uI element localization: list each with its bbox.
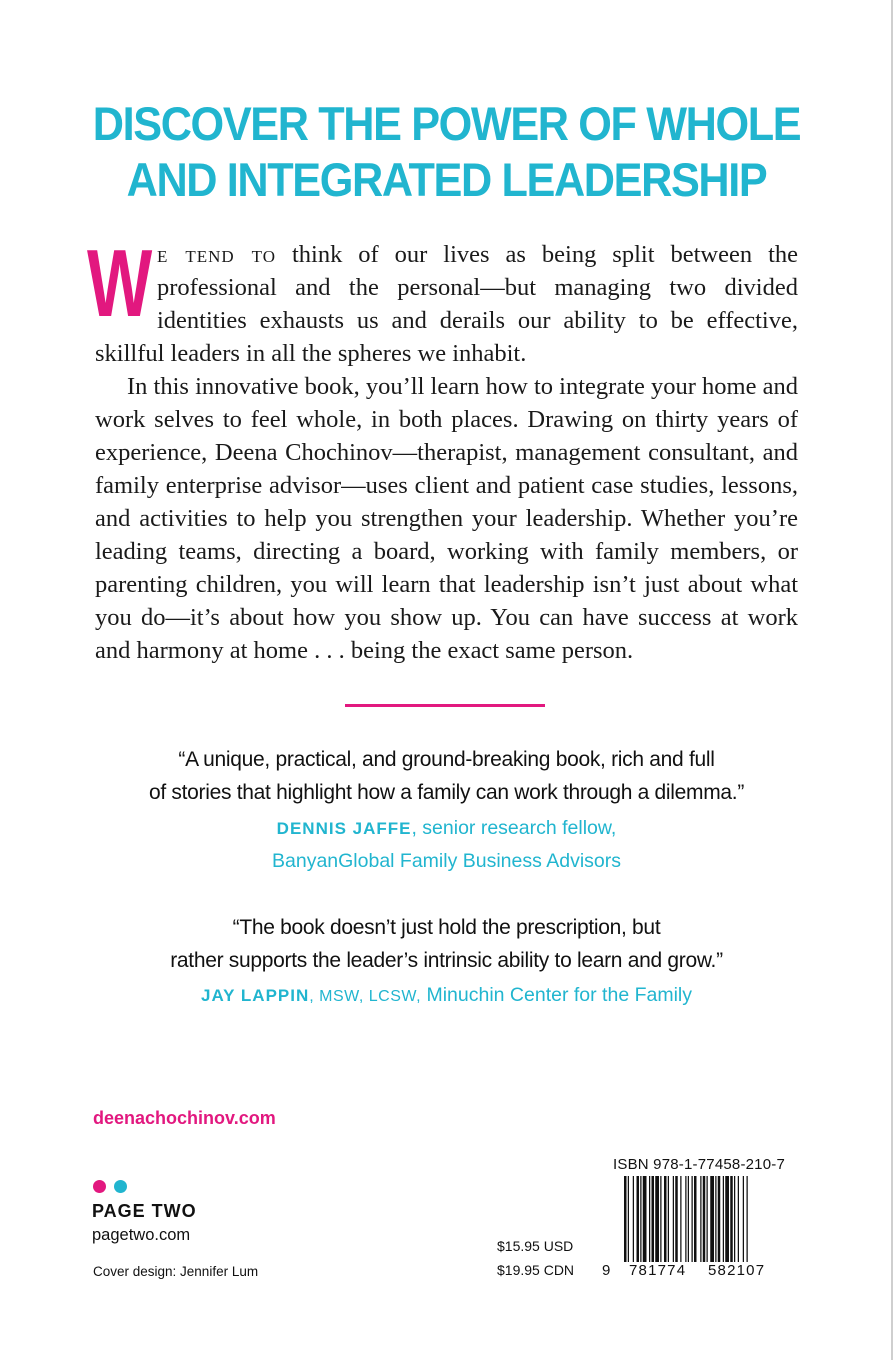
barcode-bar	[715, 1176, 716, 1272]
quote-2-line-1: “The book doesn’t just hold the prescription, but	[232, 916, 661, 939]
barcode-bar	[655, 1176, 659, 1272]
drop-cap: W	[87, 230, 153, 337]
barcode-bar	[640, 1176, 641, 1272]
barcode-bar	[628, 1176, 629, 1272]
barcode-digits-left: 781774	[629, 1262, 687, 1279]
barcode-bar	[730, 1176, 733, 1272]
barcode-bar	[703, 1176, 706, 1272]
barcode-bar	[624, 1176, 627, 1272]
description-paragraph-1	[87, 230, 798, 370]
publisher-name: PAGE TWO	[92, 1201, 197, 1221]
headline-line-1: DISCOVER THE POWER OF WHOLE	[92, 97, 801, 150]
endorsement-attribution-2	[0, 979, 893, 1013]
isbn-label: ISBN 978-1-77458-210-7	[613, 1156, 786, 1173]
endorser-name-1: DENNIS JAFFE	[276, 819, 412, 838]
cover-credit: Cover design: Jennifer Lum	[93, 1264, 259, 1279]
divider-rule	[345, 704, 545, 707]
barcode-digit-lead: 9	[602, 1262, 612, 1279]
barcode-bar	[660, 1176, 661, 1272]
endorser-affiliation-2: Minuchin Center for the Family	[421, 984, 692, 1006]
barcode-bar	[692, 1176, 693, 1272]
paragraph-1-text: think of our lives as being split between the professional and the personal—but managing two divided identities exhausts us and derails our ability to be effective, skillful leaders in all the spheres we inhabit.	[95, 241, 798, 367]
publisher-website-link[interactable]: pagetwo.com	[92, 1226, 191, 1244]
barcode-bar	[694, 1176, 697, 1272]
barcode-digits-right: 582107	[708, 1262, 766, 1279]
endorsement-quote-2	[0, 911, 893, 977]
barcode-bar	[718, 1176, 721, 1272]
author-website-link[interactable]: deenachochinov.com	[93, 1108, 276, 1128]
endorser-organization-1: BanyanGlobal Family Business Advisors	[272, 850, 621, 872]
barcode-bar	[707, 1176, 708, 1272]
barcode-bar	[710, 1176, 714, 1272]
headline-line-2: AND INTEGRATED LEADERSHIP	[126, 153, 767, 206]
endorser-credentials-2: , MSW, LCSW,	[309, 988, 422, 1005]
barcode-bar	[664, 1176, 667, 1272]
endorsement-attribution-1	[0, 812, 893, 877]
barcode-bar	[725, 1176, 729, 1272]
barcode-bar	[723, 1176, 724, 1272]
barcode-bar	[675, 1176, 678, 1272]
description-paragraph-2: In this innovative book, you’ll learn how to integrate your home and work selves to feel whole, in both places. Drawing on thirty years of experience, Deena Chochinov—therapist, management consultant, and family enterprise advisor—uses client and patient case studies, lessons, and activities to help you strengthen your leadership. Whether you’re leading teams, directing a board, working with family members, or parenting children, you will learn that leadership isn’t just about what you do—it’s about how you show up. You can have success at work and harmony at home . . . being the exact same person.	[95, 373, 798, 664]
headline	[36, 96, 858, 208]
barcode-bar	[688, 1176, 689, 1272]
quote-1-line-2: of stories that highlight how a family can work through a dilemma.”	[148, 781, 745, 804]
barcode-bar	[668, 1176, 669, 1272]
barcode-bar	[673, 1176, 674, 1272]
endorser-name-2: JAY LAPPIN	[201, 986, 310, 1005]
barcode-bar	[738, 1176, 739, 1272]
endorser-title-1: , senior research fellow,	[411, 817, 617, 839]
endorsement-quote-1	[0, 743, 893, 809]
description	[87, 230, 798, 667]
price-cdn: $19.95 CDN	[497, 1262, 575, 1278]
barcode-bar	[652, 1176, 655, 1272]
barcode-bar	[643, 1176, 647, 1272]
lead-in: e tend to	[157, 241, 276, 268]
barcode-bar	[743, 1176, 744, 1272]
barcode-bar	[680, 1176, 681, 1272]
publisher-logo-pink-dot	[93, 1180, 106, 1193]
quote-1-line-1: “A unique, practical, and ground-breaking book, rich and full	[178, 748, 715, 771]
price-usd: $15.95 USD	[497, 1238, 574, 1254]
barcode-bar	[637, 1176, 640, 1272]
barcode-bar	[685, 1176, 686, 1272]
publisher-logo-cyan-dot	[114, 1180, 127, 1193]
barcode-bar	[649, 1176, 650, 1272]
barcode-bar	[633, 1176, 634, 1272]
barcode-bar	[700, 1176, 701, 1272]
barcode-icon	[624, 1176, 782, 1272]
barcode-bar	[734, 1176, 735, 1272]
barcode-bar	[747, 1176, 748, 1272]
quote-2-line-2: rather supports the leader’s intrinsic ability to learn and grow.”	[170, 949, 723, 972]
